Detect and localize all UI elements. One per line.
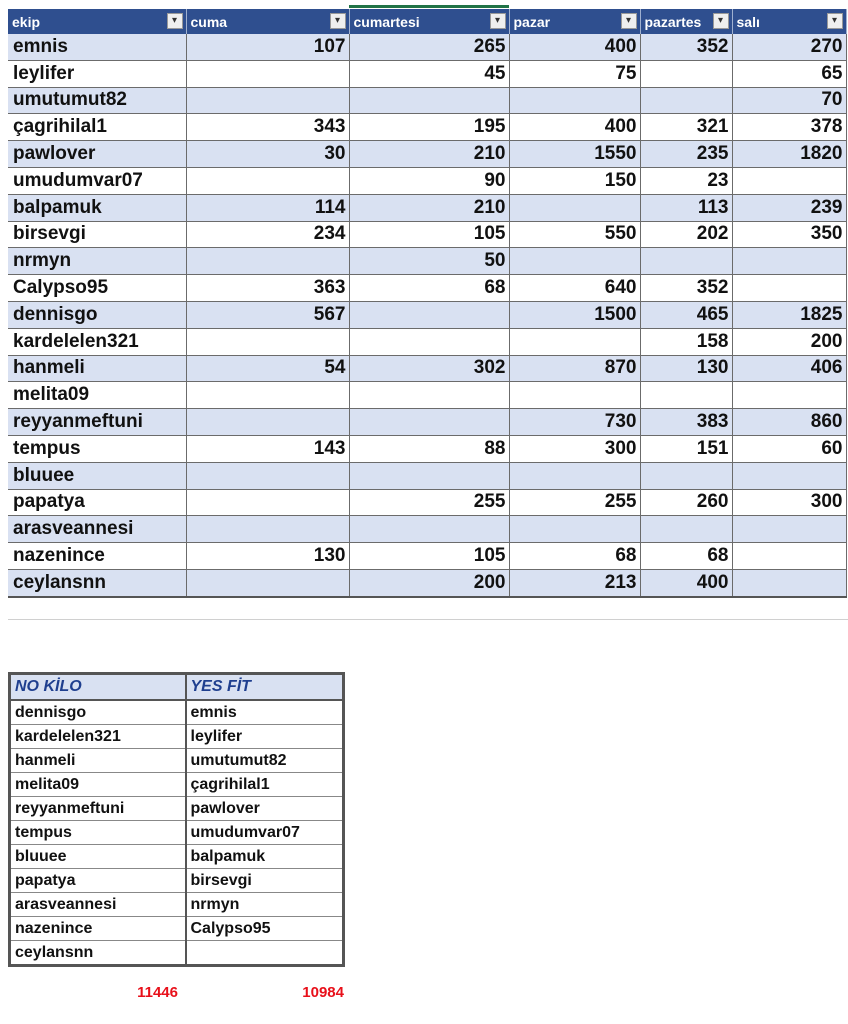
no-kilo-member-cell[interactable]: kardelelen321	[10, 725, 186, 749]
value-cell[interactable]	[640, 462, 732, 489]
value-cell[interactable]	[509, 516, 640, 543]
value-cell[interactable]: 550	[509, 221, 640, 248]
no-kilo-member-cell[interactable]: melita09	[10, 773, 186, 797]
table-row	[10, 700, 344, 725]
value-cell[interactable]: 210	[349, 141, 509, 168]
no-kilo-member-cell[interactable]: papatya	[10, 869, 186, 893]
table-row	[8, 141, 846, 168]
table-row	[8, 382, 846, 409]
value-cell[interactable]	[186, 328, 349, 355]
value-cell[interactable]: 363	[186, 275, 349, 302]
value-cell[interactable]	[349, 301, 509, 328]
value-cell[interactable]: 65	[732, 60, 846, 87]
column-header-label: pazar	[513, 13, 551, 30]
table-row	[10, 797, 344, 821]
value-cell[interactable]	[186, 409, 349, 436]
value-cell[interactable]	[509, 382, 640, 409]
column-header-5[interactable]	[732, 9, 846, 34]
value-cell[interactable]: 68	[349, 275, 509, 302]
value-cell[interactable]: 210	[349, 194, 509, 221]
yes-fit-member-cell[interactable]	[186, 941, 344, 966]
value-cell[interactable]	[732, 462, 846, 489]
table-row	[10, 821, 344, 845]
table-row	[8, 489, 846, 516]
table-row	[8, 114, 846, 141]
no-kilo-total[interactable]: 11446	[137, 984, 178, 1001]
yes-fit-member-cell[interactable]: nrmyn	[186, 893, 344, 917]
value-cell[interactable]: 68	[509, 543, 640, 570]
value-cell[interactable]: 352	[640, 34, 732, 60]
table-row	[8, 194, 846, 221]
member-name-cell[interactable]: tempus	[8, 435, 186, 462]
value-cell[interactable]: 105	[349, 543, 509, 570]
value-cell[interactable]: 151	[640, 435, 732, 462]
value-cell[interactable]: 860	[732, 409, 846, 436]
value-cell[interactable]: 114	[186, 194, 349, 221]
no-kilo-member-cell[interactable]: bluuee	[10, 845, 186, 869]
value-cell[interactable]: 113	[640, 194, 732, 221]
value-cell[interactable]: 260	[640, 489, 732, 516]
value-cell[interactable]: 465	[640, 301, 732, 328]
table-row	[8, 409, 846, 436]
table-row	[10, 845, 344, 869]
value-cell[interactable]	[509, 87, 640, 114]
value-cell[interactable]: 302	[349, 355, 509, 382]
column-selection-indicator	[349, 5, 509, 8]
value-cell[interactable]: 50	[349, 248, 509, 275]
value-cell[interactable]: 300	[509, 435, 640, 462]
table-row	[8, 569, 846, 596]
yes-fit-member-cell[interactable]: balpamuk	[186, 845, 344, 869]
value-cell[interactable]: 45	[349, 60, 509, 87]
value-cell[interactable]: 158	[640, 328, 732, 355]
column-header-3[interactable]	[509, 9, 640, 34]
member-name-cell[interactable]: umutumut82	[8, 87, 186, 114]
value-cell[interactable]: 255	[509, 489, 640, 516]
value-cell[interactable]: 1550	[509, 141, 640, 168]
value-cell[interactable]	[186, 516, 349, 543]
value-cell[interactable]	[186, 60, 349, 87]
table-row	[10, 893, 344, 917]
value-cell[interactable]: 130	[186, 543, 349, 570]
value-cell[interactable]: 150	[509, 167, 640, 194]
value-cell[interactable]	[732, 516, 846, 543]
value-cell[interactable]: 730	[509, 409, 640, 436]
value-cell[interactable]	[640, 382, 732, 409]
column-header-label: cumartesi	[353, 13, 420, 30]
value-cell[interactable]	[186, 248, 349, 275]
no-kilo-member-cell[interactable]: tempus	[10, 821, 186, 845]
yes-fit-member-cell[interactable]: birsevgi	[186, 869, 344, 893]
member-name-cell[interactable]: pawlover	[8, 141, 186, 168]
filter-dropdown-icon[interactable]: ▾	[490, 13, 506, 29]
value-cell[interactable]: 213	[509, 569, 640, 596]
column-header-label: salı	[736, 13, 760, 30]
member-name-cell[interactable]: balpamuk	[8, 194, 186, 221]
member-name-cell[interactable]: ceylansnn	[8, 569, 186, 596]
value-cell[interactable]: 202	[640, 221, 732, 248]
value-cell[interactable]	[186, 462, 349, 489]
value-cell[interactable]: 60	[732, 435, 846, 462]
value-cell[interactable]	[186, 87, 349, 114]
table-row	[10, 941, 344, 966]
value-cell[interactable]: 352	[640, 275, 732, 302]
table-row	[10, 869, 344, 893]
value-cell[interactable]	[349, 516, 509, 543]
table-row	[8, 60, 846, 87]
no-kilo-member-cell[interactable]: dennisgo	[10, 700, 186, 725]
value-cell[interactable]	[732, 248, 846, 275]
value-cell[interactable]: 321	[640, 114, 732, 141]
yes-fit-member-cell[interactable]: emnis	[186, 700, 344, 725]
yes-fit-member-cell[interactable]: pawlover	[186, 797, 344, 821]
table-row	[8, 435, 846, 462]
yes-fit-member-cell[interactable]: çagrihilal1	[186, 773, 344, 797]
table-row	[10, 725, 344, 749]
filter-dropdown-icon[interactable]: ▾	[330, 13, 346, 29]
value-cell[interactable]	[640, 248, 732, 275]
value-cell[interactable]: 107	[186, 34, 349, 60]
yes-fit-member-cell[interactable]: umudumvar07	[186, 821, 344, 845]
column-header-label: ekip	[12, 13, 41, 30]
filter-dropdown-icon[interactable]: ▾	[167, 13, 183, 29]
value-cell[interactable]	[509, 328, 640, 355]
value-cell[interactable]: 143	[186, 435, 349, 462]
yes-fit-member-cell[interactable]: umutumut82	[186, 749, 344, 773]
table-row	[8, 221, 846, 248]
value-cell[interactable]: 378	[732, 114, 846, 141]
value-cell[interactable]: 383	[640, 409, 732, 436]
value-cell[interactable]: 265	[349, 34, 509, 60]
value-cell[interactable]: 1500	[509, 301, 640, 328]
value-cell[interactable]: 1825	[732, 301, 846, 328]
column-header-4[interactable]	[640, 9, 732, 34]
table-row	[10, 917, 344, 941]
value-cell[interactable]: 70	[732, 87, 846, 114]
value-cell[interactable]	[509, 462, 640, 489]
member-name-cell[interactable]: emnis	[8, 34, 186, 60]
value-cell[interactable]	[640, 87, 732, 114]
table-row	[8, 248, 846, 275]
value-cell[interactable]: 400	[509, 34, 640, 60]
member-name-cell[interactable]: nrmyn	[8, 248, 186, 275]
value-cell[interactable]	[732, 569, 846, 596]
team-header-0[interactable]: NO KİLO	[10, 674, 186, 701]
member-name-cell[interactable]: melita09	[8, 382, 186, 409]
member-name-cell[interactable]: dennisgo	[8, 301, 186, 328]
member-name-cell[interactable]: çagrihilal1	[8, 114, 186, 141]
value-cell[interactable]: 640	[509, 275, 640, 302]
value-cell[interactable]: 130	[640, 355, 732, 382]
table-row	[8, 355, 846, 382]
column-header-0[interactable]	[8, 9, 186, 34]
member-name-cell[interactable]: umudumvar07	[8, 167, 186, 194]
member-name-cell[interactable]: hanmeli	[8, 355, 186, 382]
team-groups-table	[8, 672, 345, 967]
member-name-cell[interactable]: leylifer	[8, 60, 186, 87]
value-cell[interactable]: 239	[732, 194, 846, 221]
value-cell[interactable]: 400	[509, 114, 640, 141]
member-name-cell[interactable]: Calypso95	[8, 275, 186, 302]
value-cell[interactable]: 400	[640, 569, 732, 596]
value-cell[interactable]: 406	[732, 355, 846, 382]
column-header-label: cuma	[190, 13, 228, 30]
no-kilo-member-cell[interactable]: ceylansnn	[10, 941, 186, 966]
value-cell[interactable]: 105	[349, 221, 509, 248]
value-cell[interactable]: 300	[732, 489, 846, 516]
no-kilo-member-cell[interactable]: nazenince	[10, 917, 186, 941]
value-cell[interactable]	[186, 382, 349, 409]
value-cell[interactable]	[732, 167, 846, 194]
filter-dropdown-icon[interactable]: ▾	[621, 13, 637, 29]
value-cell[interactable]: 75	[509, 60, 640, 87]
member-name-cell[interactable]: nazenince	[8, 543, 186, 570]
yes-fit-member-cell[interactable]: leylifer	[186, 725, 344, 749]
table-row	[8, 87, 846, 114]
value-cell[interactable]	[349, 409, 509, 436]
value-cell[interactable]	[732, 382, 846, 409]
table-row	[8, 516, 846, 543]
value-cell[interactable]	[186, 167, 349, 194]
value-cell[interactable]: 255	[349, 489, 509, 516]
value-cell[interactable]: 870	[509, 355, 640, 382]
value-cell[interactable]: 350	[732, 221, 846, 248]
table-row	[8, 275, 846, 302]
value-cell[interactable]: 23	[640, 167, 732, 194]
no-kilo-member-cell[interactable]: arasveannesi	[10, 893, 186, 917]
value-cell[interactable]: 88	[349, 435, 509, 462]
value-cell[interactable]	[509, 248, 640, 275]
value-cell[interactable]: 234	[186, 221, 349, 248]
value-cell[interactable]: 567	[186, 301, 349, 328]
member-name-cell[interactable]: kardelelen321	[8, 328, 186, 355]
value-cell[interactable]	[349, 87, 509, 114]
no-kilo-member-cell[interactable]: hanmeli	[10, 749, 186, 773]
value-cell[interactable]: 235	[640, 141, 732, 168]
value-cell[interactable]	[349, 382, 509, 409]
no-kilo-member-cell[interactable]: reyyanmeftuni	[10, 797, 186, 821]
table-row	[8, 543, 846, 570]
column-header-2[interactable]	[349, 9, 509, 34]
filter-dropdown-icon[interactable]: ▾	[713, 13, 729, 29]
yes-fit-member-cell[interactable]: Calypso95	[186, 917, 344, 941]
table-row	[8, 301, 846, 328]
team-header-1[interactable]: YES FİT	[186, 674, 344, 701]
member-name-cell[interactable]: arasveannesi	[8, 516, 186, 543]
member-name-cell[interactable]: papatya	[8, 489, 186, 516]
value-cell[interactable]: 270	[732, 34, 846, 60]
filter-dropdown-icon[interactable]: ▾	[827, 13, 843, 29]
value-cell[interactable]	[349, 462, 509, 489]
member-name-cell[interactable]: birsevgi	[8, 221, 186, 248]
table-row	[10, 749, 344, 773]
table-row	[10, 773, 344, 797]
table-row	[8, 34, 846, 60]
value-cell[interactable]	[640, 60, 732, 87]
member-name-cell[interactable]: bluuee	[8, 462, 186, 489]
column-header-1[interactable]	[186, 9, 349, 34]
value-cell[interactable]: 343	[186, 114, 349, 141]
value-cell[interactable]: 200	[732, 328, 846, 355]
value-cell[interactable]: 54	[186, 355, 349, 382]
value-cell[interactable]	[732, 275, 846, 302]
column-header-label: pazartes	[644, 13, 702, 30]
value-cell[interactable]: 195	[349, 114, 509, 141]
yes-fit-total[interactable]: 10984	[302, 984, 344, 1001]
value-cell[interactable]	[732, 543, 846, 570]
value-cell[interactable]	[186, 569, 349, 596]
table-row	[8, 167, 846, 194]
value-cell[interactable]: 200	[349, 569, 509, 596]
table-row	[8, 462, 846, 489]
team-points-table	[8, 9, 847, 598]
member-name-cell[interactable]: reyyanmeftuni	[8, 409, 186, 436]
value-cell[interactable]	[640, 516, 732, 543]
value-cell[interactable]	[509, 194, 640, 221]
value-cell[interactable]	[186, 489, 349, 516]
value-cell[interactable]: 90	[349, 167, 509, 194]
gridline	[8, 619, 848, 620]
value-cell[interactable]	[349, 328, 509, 355]
value-cell[interactable]: 1820	[732, 141, 846, 168]
value-cell[interactable]: 68	[640, 543, 732, 570]
table-row	[8, 328, 846, 355]
value-cell[interactable]: 30	[186, 141, 349, 168]
